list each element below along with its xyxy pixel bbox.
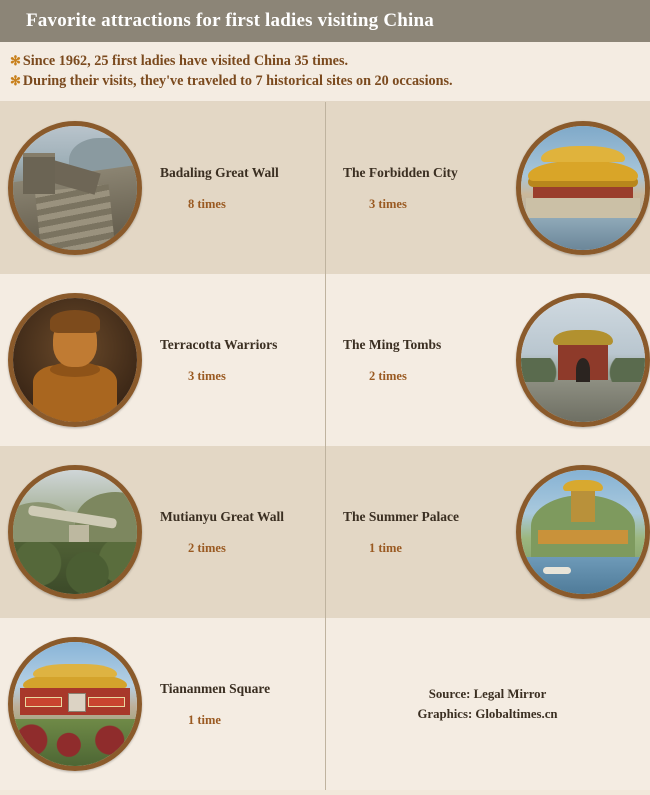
attraction-caption — [339, 337, 516, 384]
attraction-name: Badaling Great Wall — [160, 164, 279, 180]
poster-header — [0, 0, 650, 42]
attraction-name: Mutianyu Great Wall — [160, 508, 285, 524]
column-divider — [325, 618, 326, 790]
attraction-count: 1 time — [369, 540, 402, 555]
forbidden-city-photo — [516, 121, 650, 255]
attraction-count: 3 times — [369, 196, 407, 211]
attraction-caption — [142, 337, 325, 384]
attraction-count: 3 times — [188, 368, 226, 383]
badaling-great-wall-photo — [8, 121, 142, 255]
attraction-count: 2 times — [369, 368, 407, 383]
attraction-name: The Summer Palace — [343, 508, 459, 524]
attraction-cell-badaling — [0, 102, 325, 274]
mutianyu-great-wall-photo — [8, 465, 142, 599]
attraction-row — [0, 446, 650, 618]
attraction-row — [0, 274, 650, 446]
attraction-cell-forbidden-city — [325, 102, 650, 274]
attraction-cell-ming-tombs — [325, 274, 650, 446]
summer-palace-photo — [516, 465, 650, 599]
ming-tombs-photo — [516, 293, 650, 427]
attraction-name: Terracotta Warriors — [160, 336, 278, 352]
attraction-row — [0, 618, 650, 790]
attraction-name: The Ming Tombs — [343, 336, 442, 352]
attraction-cell-mutianyu — [0, 446, 325, 618]
attraction-caption — [339, 165, 516, 212]
graphics-line: Graphics: Globaltimes.cn — [417, 707, 558, 721]
attraction-count: 1 time — [188, 712, 221, 727]
attraction-cell-terracotta — [0, 274, 325, 446]
attractions-grid — [0, 102, 650, 790]
attraction-count: 2 times — [188, 540, 226, 555]
subtitle-line-1 — [10, 51, 650, 71]
asterisk-icon: ✻ — [10, 53, 21, 68]
terracotta-warriors-photo — [8, 293, 142, 427]
footer-bar — [0, 790, 650, 795]
attraction-caption — [142, 681, 325, 728]
attraction-name: Tiananmen Square — [160, 680, 271, 696]
subtitle-text-1: Since 1962, 25 first ladies have visited China 35 times. — [22, 53, 349, 69]
source-credits — [325, 618, 650, 790]
attraction-caption — [339, 509, 516, 556]
asterisk-icon: ✻ — [10, 73, 21, 88]
source-line: Source: Legal Mirror — [428, 687, 547, 701]
attraction-row — [0, 102, 650, 274]
page-title: Favorite attractions for first ladies visiting China — [26, 10, 434, 31]
subtitle-line-2 — [10, 71, 650, 91]
attraction-caption — [142, 509, 325, 556]
attraction-cell-tiananmen — [0, 618, 325, 790]
attraction-cell-summer-palace — [325, 446, 650, 618]
attraction-name: The Forbidden City — [343, 164, 458, 180]
subtitle-block — [0, 42, 650, 102]
attraction-count: 8 times — [188, 196, 226, 211]
tiananmen-square-photo — [8, 637, 142, 771]
attraction-caption — [142, 165, 325, 212]
subtitle-text-2: During their visits, they've traveled to 7 historical sites on 20 occasions. — [22, 73, 453, 89]
